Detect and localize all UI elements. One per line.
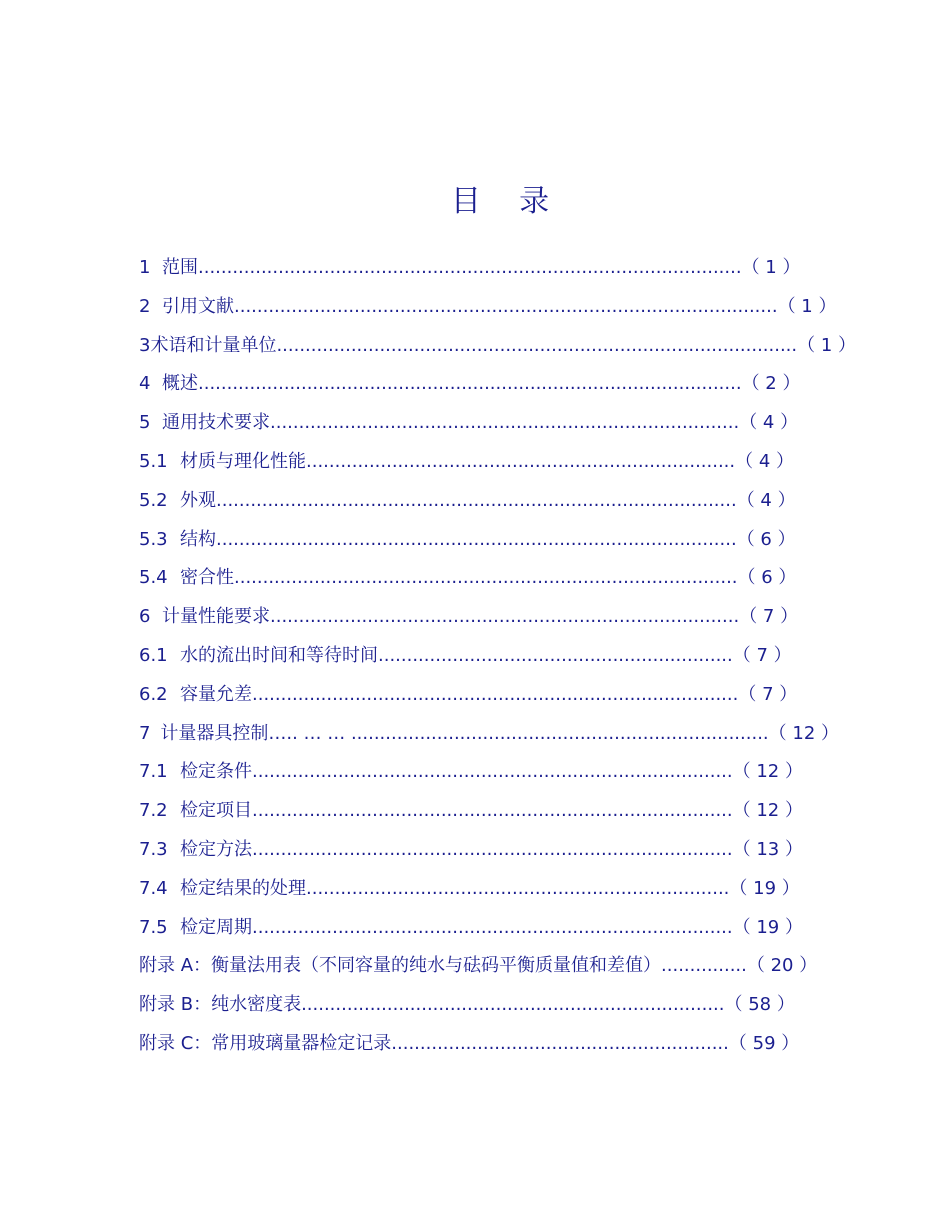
toc-entry[interactable] xyxy=(139,870,839,909)
toc-dot-leader: .......................................................................... xyxy=(306,877,730,899)
toc-entry-appendix[interactable] xyxy=(139,947,839,986)
toc-entry-label: 材质与理化性能 xyxy=(180,450,306,472)
toc-page-number: （ 1 ） xyxy=(741,257,801,278)
toc-entry[interactable] xyxy=(139,365,839,404)
toc-page-number: （ 4 ） xyxy=(739,412,799,434)
toc-entry-label: 附录 B：纯水密度表 xyxy=(139,994,302,1016)
toc-entry-label: 检定方法 xyxy=(180,838,252,860)
toc-dot-leader: ........................................................................................ xyxy=(234,567,738,589)
toc-page-number: （ 1 ） xyxy=(797,334,857,356)
toc-page-number: （ 19 ） xyxy=(729,877,800,899)
toc-entry-label: 检定结果的处理 xyxy=(180,877,306,899)
toc-entry[interactable] xyxy=(139,521,839,560)
toc-entry[interactable] xyxy=(139,753,839,792)
toc-page-number: （ 6 ） xyxy=(737,567,797,589)
toc-entry[interactable] xyxy=(139,598,839,637)
toc-page-number: （ 4 ） xyxy=(735,450,795,472)
toc-entry[interactable] xyxy=(139,792,839,831)
toc-page-number: （ 12 ） xyxy=(732,761,803,783)
toc-dot-leader: ............................................................................................... xyxy=(198,257,742,278)
toc-entry-number: 7.5 xyxy=(139,916,168,938)
toc-entry-label: 概述 xyxy=(162,373,198,395)
toc-entry-number: 3 xyxy=(139,334,151,356)
toc-entry-number: 7.1 xyxy=(139,761,168,783)
toc-entry-label: 检定条件 xyxy=(180,761,252,783)
toc-dot-leader: .................................................................................. xyxy=(270,606,740,628)
toc-entry-label: 计量性能要求 xyxy=(162,606,270,628)
toc-page-number: （ 20 ） xyxy=(746,955,818,977)
toc-entry-label: 密合性 xyxy=(180,567,234,589)
toc-page-number: （ 12 ） xyxy=(768,722,839,744)
toc-dot-leader: ............................................................................................... xyxy=(198,373,742,395)
toc-dot-leader: .......................................................................... xyxy=(301,994,725,1016)
toc-page-number: （ 12 ） xyxy=(732,800,803,822)
toc-dot-leader: .................................................................................... xyxy=(252,800,733,822)
toc-entry-appendix[interactable] xyxy=(139,1025,839,1064)
toc-entry-number: 4 xyxy=(139,373,151,395)
toc-entry[interactable] xyxy=(139,404,839,443)
toc-entry[interactable] xyxy=(139,637,839,676)
toc-page-number: （ 7 ） xyxy=(739,606,799,628)
toc-dot-leader: ........................................................................................... xyxy=(276,334,798,356)
toc-page-number: （ 4 ） xyxy=(736,489,796,511)
toc-entry[interactable] xyxy=(139,559,839,598)
toc-page-number: （ 58 ） xyxy=(724,994,795,1016)
toc-entry[interactable] xyxy=(139,249,839,288)
toc-entry-number: 6 xyxy=(139,606,151,628)
toc-entry-number: 5.1 xyxy=(139,450,168,472)
toc-dot-leader: .................................................................................... xyxy=(252,761,733,783)
toc-dot-leader: ........................................................................... xyxy=(306,450,736,472)
toc-entry[interactable] xyxy=(139,676,839,715)
toc-entry-number: 7.2 xyxy=(139,800,168,822)
toc-entry-number: 5.4 xyxy=(139,567,168,589)
toc-entry[interactable] xyxy=(139,909,839,948)
toc-entry-label: 检定周期 xyxy=(180,916,252,938)
toc-dot-leader: .............................................................. xyxy=(378,644,733,666)
toc-entry-label: 引用文献 xyxy=(162,295,234,317)
toc-entry-number: 2 xyxy=(139,295,151,317)
toc-entry-number: 1 xyxy=(139,257,151,278)
toc-dot-leader: ….. … … ......................................................................... xyxy=(268,722,769,744)
toc-title: 目 录 xyxy=(450,184,550,219)
toc-entry-label: 通用技术要求 xyxy=(162,412,270,434)
toc-entry[interactable] xyxy=(139,831,839,870)
toc-dot-leader: ............................................................................................... xyxy=(234,295,778,317)
toc-entry-appendix[interactable] xyxy=(139,986,839,1025)
toc-dot-leader: ........................................................... xyxy=(391,1032,729,1054)
toc-entry-label: 范围 xyxy=(162,257,198,278)
toc-entry-label: 水的流出时间和等待时间 xyxy=(180,644,378,666)
toc-entry-number: 6.1 xyxy=(139,644,168,666)
toc-page-number: （ 1 ） xyxy=(777,295,837,317)
toc-entry-number: 5.2 xyxy=(139,489,168,511)
toc-dot-leader: ............... xyxy=(661,955,747,977)
toc-page-number: （ 7 ） xyxy=(738,683,798,705)
toc-entry-label: 附录 A：衡量法用表（不同容量的纯水与砝码平衡质量值和差值） xyxy=(139,955,662,977)
toc-page-number: （ 59 ） xyxy=(728,1032,800,1054)
toc-entry-label: 附录 C：常用玻璃量器检定记录 xyxy=(139,1032,392,1054)
toc-dot-leader: .................................................................................... xyxy=(252,916,733,938)
toc-dot-leader: ........................................................................................... xyxy=(216,528,737,550)
toc-page-number: （ 6 ） xyxy=(736,528,796,550)
toc-entry-number: 6.2 xyxy=(139,683,168,705)
toc-entry-number: 5 xyxy=(139,412,151,434)
toc-page-number: （ 19 ） xyxy=(732,916,803,938)
toc-entry-label: 容量允差 xyxy=(180,683,252,705)
toc-entry-label: 外观 xyxy=(180,489,216,511)
toc-page-number: （ 7 ） xyxy=(732,644,792,666)
toc-entry-label: 计量器具控制 xyxy=(160,722,269,744)
toc-page-number: （ 13 ） xyxy=(732,838,803,860)
toc-entry-label: 结构 xyxy=(180,528,216,550)
toc-page-number: （ 2 ） xyxy=(741,373,801,395)
toc-entry[interactable] xyxy=(139,288,839,327)
toc-entry[interactable] xyxy=(139,715,839,754)
toc-dot-leader: ........................................................................................... xyxy=(216,489,737,511)
toc-dot-leader: .................................................................................. xyxy=(270,412,740,434)
toc-entry[interactable] xyxy=(139,327,857,366)
toc-entry-label: 术语和计量单位 xyxy=(150,334,277,356)
toc-entry[interactable] xyxy=(139,482,839,521)
toc-entry[interactable] xyxy=(139,443,839,482)
toc-entry-number: 5.3 xyxy=(139,528,168,550)
table-of-contents xyxy=(139,249,857,1064)
toc-dot-leader: .................................................................................... xyxy=(252,838,733,860)
toc-entry-number: 7.3 xyxy=(139,838,168,860)
toc-entry-number: 7.4 xyxy=(139,877,168,899)
toc-entry-number: 7 xyxy=(139,722,151,744)
toc-entry-label: 检定项目 xyxy=(180,800,252,822)
toc-dot-leader: ..................................................................................... xyxy=(252,683,739,705)
